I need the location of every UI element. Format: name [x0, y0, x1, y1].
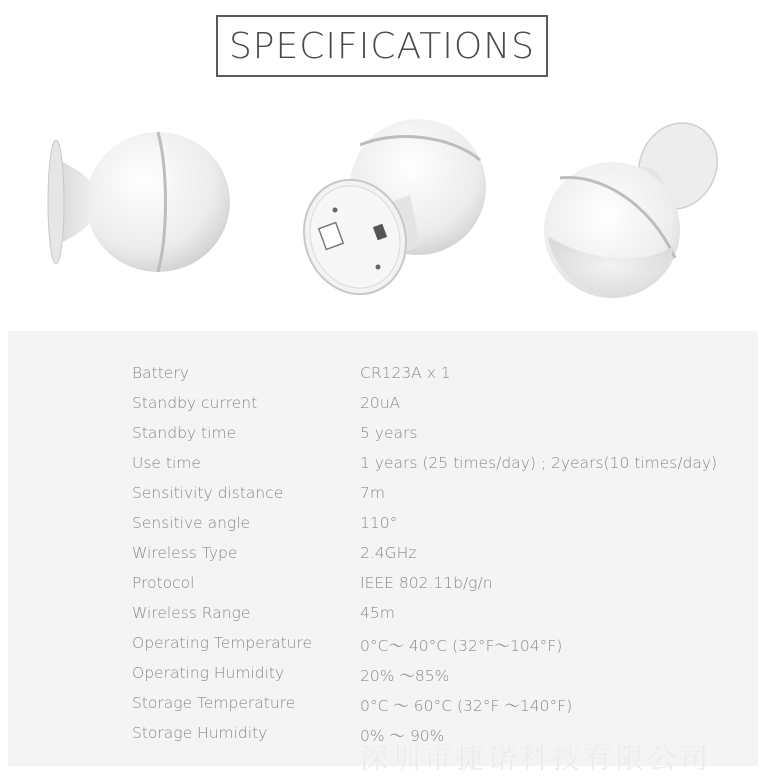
spec-label: Operating Temperature	[132, 634, 313, 652]
spec-label: Battery	[132, 364, 189, 382]
spec-value: 0°C ～ 60°C (32°F ～140°F)	[360, 697, 573, 715]
spec-value: 7m	[360, 484, 385, 502]
spec-value: 5 years	[360, 424, 418, 442]
spec-row	[132, 514, 732, 544]
spec-label: Use time	[132, 454, 201, 472]
spec-label: Protocol	[132, 574, 195, 592]
spec-row	[132, 484, 732, 514]
spec-label: Standby current	[132, 394, 258, 412]
spec-label: Sensitive angle	[132, 514, 251, 532]
spec-row	[132, 574, 732, 604]
spec-value: 1 years (25 times/day) ; 2years(10 times/day)	[360, 454, 718, 472]
product-image-front	[540, 118, 730, 298]
spec-row	[132, 364, 732, 394]
spec-label: Storage Temperature	[132, 694, 296, 712]
spec-value: 20% ～85%	[360, 667, 450, 685]
spec-row	[132, 424, 732, 454]
spec-value: 110°	[360, 514, 398, 532]
spec-row	[132, 634, 732, 664]
spec-label: Wireless Range	[132, 604, 251, 622]
spec-row	[132, 694, 732, 724]
spec-label: Operating Humidity	[132, 664, 285, 682]
page-title: SPECIFICATIONS	[228, 25, 536, 67]
spec-value: IEEE 802.11b/g/n	[360, 574, 493, 592]
watermark-text: 深圳市捷诺科技有限公司	[360, 742, 713, 775]
product-image-side	[40, 130, 240, 280]
spec-row	[132, 664, 732, 694]
spec-row	[132, 454, 732, 484]
spec-row	[132, 544, 732, 574]
spec-value: 2.4GHz	[360, 544, 417, 562]
spec-value: 20uA	[360, 394, 401, 412]
spec-row	[132, 604, 732, 634]
spec-label: Standby time	[132, 424, 237, 442]
title-box	[216, 15, 548, 77]
spec-value: 0% ～ 90%	[360, 727, 445, 745]
product-image-back	[300, 115, 500, 300]
spec-row	[132, 394, 732, 424]
spec-value: 0°C～ 40°C (32°F～104°F)	[360, 637, 563, 655]
spec-label: Sensitivity distance	[132, 484, 284, 502]
spec-label: Storage Humidity	[132, 724, 268, 742]
spec-value: 45m	[360, 604, 395, 622]
spec-value: CR123A x 1	[360, 364, 451, 382]
spec-label: Wireless Type	[132, 544, 238, 562]
